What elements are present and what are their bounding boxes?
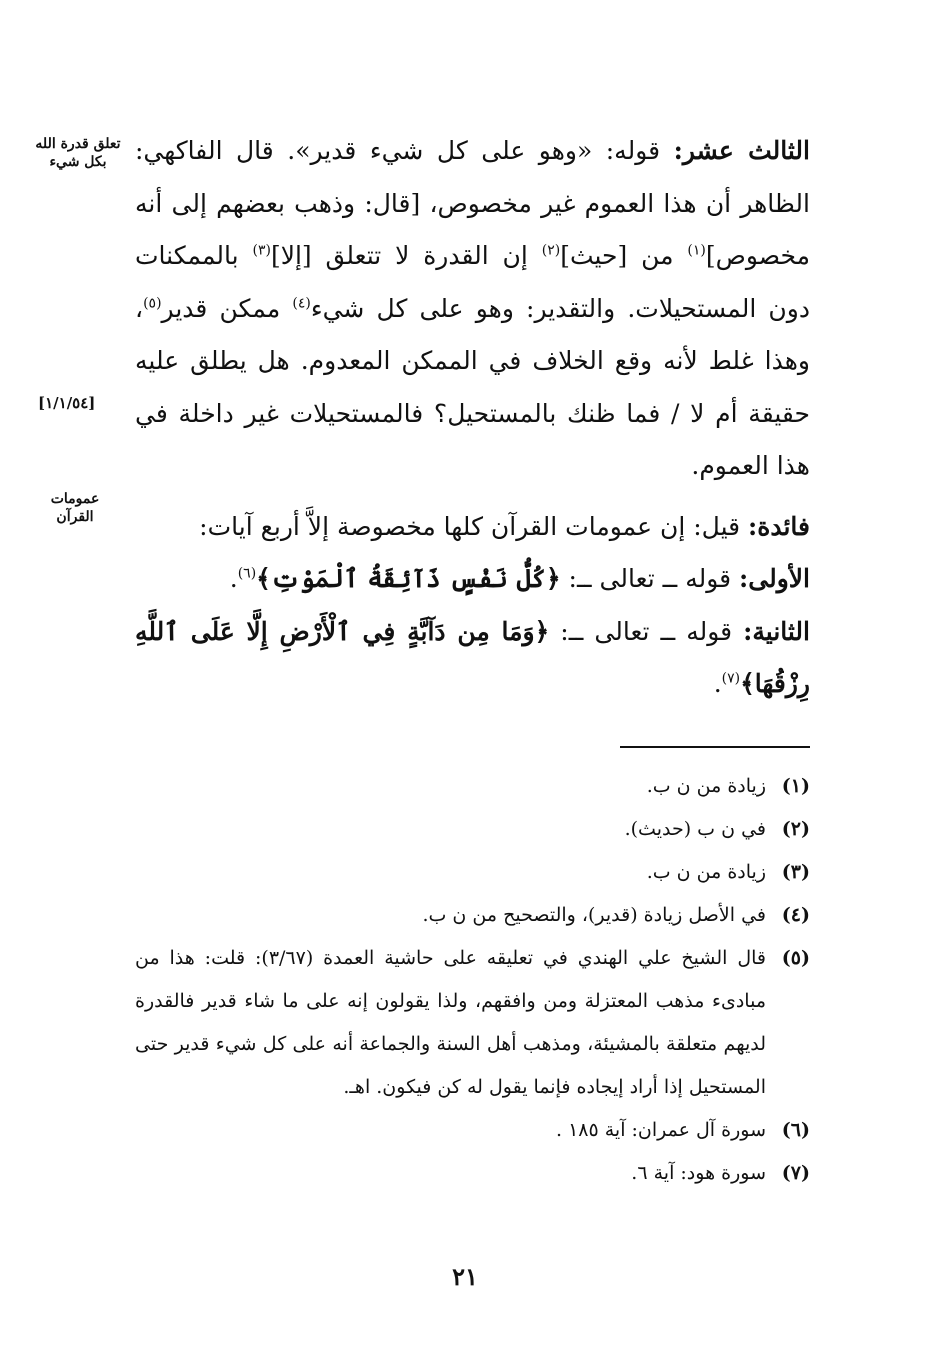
footnote-ref-1[interactable]: (١) — [687, 242, 706, 259]
footnote-ref-3[interactable]: (٣) — [252, 242, 271, 259]
text-segment: . — [229, 564, 238, 593]
footnote-item — [135, 1152, 810, 1195]
footnote-text: زيادة من ن ب. — [646, 775, 766, 797]
paragraph-faida — [135, 501, 810, 554]
text-segment: بالممكنات دون المستحيلات. والتقدير: وهو على كل شيء — [135, 241, 810, 323]
footnote-text: سورة هود: آية ٦. — [631, 1162, 766, 1184]
footnote-ref-5[interactable]: (٥) — [143, 295, 162, 312]
page-number: ٢١ — [452, 1262, 478, 1291]
footnote-ref-4[interactable]: (٤) — [292, 295, 311, 312]
footnote-text: سورة آل عمران: آية ١٨٥ . — [555, 1119, 766, 1141]
footnote-number: (٦) — [781, 1119, 810, 1141]
text-segment: من [حيث] — [560, 241, 688, 270]
footnote-number: (٢) — [781, 818, 810, 840]
footnote-item — [135, 937, 810, 1109]
footnotes-list — [135, 765, 810, 1195]
margin-ref-manuscript: [١/١/٥٤] — [38, 394, 96, 412]
paragraph-lead: الثانية: — [743, 616, 810, 646]
margin-note-qudra: تعلق قدرة الله بكل شيء — [35, 136, 121, 170]
paragraph-lead: الأولى: — [739, 564, 810, 593]
margin-note-umumat: عمومات القرآن — [50, 491, 100, 525]
footnote-item — [135, 894, 810, 937]
footnote-number: (٧) — [781, 1162, 810, 1184]
footnote-item — [135, 808, 810, 851]
paragraph-lead: الثالث عشر: — [673, 136, 810, 165]
paragraph-thalith-ashar — [135, 125, 810, 493]
paragraph-lead: فائدة: — [748, 511, 810, 541]
footnote-number: (٥) — [781, 947, 810, 969]
footnote-ref-6[interactable]: (٦) — [237, 565, 257, 582]
footnote-number: (١) — [781, 775, 810, 797]
footnote-divider — [620, 746, 810, 748]
footnote-text: في الأصل زيادة (قدير)، والتصحيح من ن ب. — [422, 904, 766, 926]
text-segment: ، وهذا غلط لأنه وقع الخلاف في الممكن المعدوم. هل يطلق عليه حقيقة أم لا / فما ظنك بالمستحيل؟ فالمستحيلات غير داخلة في هذا العموم. — [135, 293, 810, 480]
footnote-number: (٣) — [781, 861, 810, 883]
footnote-item — [135, 851, 810, 894]
quran-verse: ﴿وَمَا مِن دَآبَّةٍ فِي ٱلْأَرْضِ إِلَّا عَلَى ٱللَّهِ رِزْقُهَا﴾ — [135, 616, 810, 698]
footnote-text: في ن ب (حديث). — [624, 818, 766, 840]
text-segment: قيل: إن عمومات القرآن كلها مخصوصة إلاَّ أربع آيات: — [199, 511, 749, 541]
main-text — [135, 125, 810, 711]
footnote-text: قال الشيخ علي الهندي في تعليقه على حاشية العمدة (٣/٦٧): قلت: هذا من مبادىء مذهب المعتزلة ومن وافقهم، ولذا يقولون إنه على ما شاء قدير فالقدرة لديهم متعلقة بالمشيئة، ومذهب أهل السنة والجماعة أنه على كل شيء قدير حتى المستحيل إذا أراد إيجاده فإنما يقول له كن فيكون. اهـ. — [135, 947, 766, 1098]
text-segment: قوله: «وهو على كل شيء قدير». قال الفاكهي: الظاهر أن هذا العموم غير مخصوص، [قال: وذهب بعضهم إلى أنه مخصوص] — [135, 136, 810, 270]
footnote-number: (٤) — [781, 904, 810, 926]
text-segment: قوله ــ تعالى ــ: — [560, 564, 740, 593]
text-segment: إن القدرة لا تتعلق [إلا] — [270, 241, 542, 270]
paragraph-second-verse — [135, 606, 810, 711]
paragraph-first-verse — [135, 553, 810, 606]
footnote-ref-7[interactable]: (٧) — [721, 670, 741, 687]
quran-verse: ﴿كُلُّ نَفْسٍ ذَآئِقَةُ ٱلْمَوْتِ﴾ — [256, 564, 561, 593]
text-segment: قوله ــ تعالى ــ: — [549, 616, 744, 646]
footnote-item — [135, 1109, 810, 1152]
text-segment: . — [713, 669, 722, 698]
footnote-item — [135, 765, 810, 808]
footnote-ref-2[interactable]: (٢) — [541, 242, 561, 259]
footnote-text: زيادة من ن ب. — [646, 861, 766, 883]
text-segment: ممكن قدير — [161, 293, 293, 323]
